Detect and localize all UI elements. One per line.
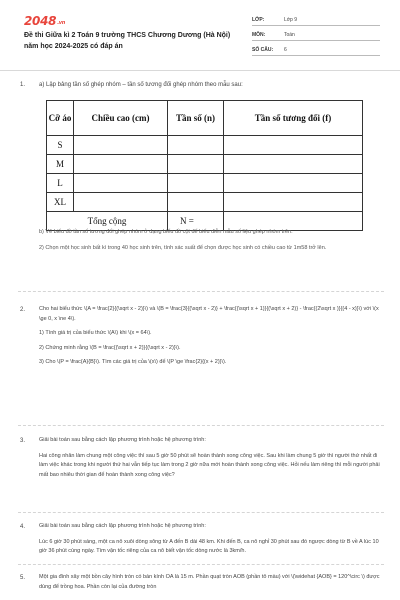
table-cell [168, 155, 224, 174]
logo-suffix: .vn [57, 20, 66, 26]
question-separator [18, 564, 384, 565]
question-4 [20, 522, 382, 557]
table-header-relative-frequency: Tần số tương đối (f) [224, 101, 363, 136]
table-row [47, 174, 363, 193]
question-2 [20, 305, 382, 368]
table-header-row [47, 101, 363, 136]
table-cell [74, 155, 168, 174]
question-3-body: Hai công nhân làm chung một công việc thì sau 5 giờ 50 phút sẽ hoàn thành xong công việc. Sau khi làm chung 5 giờ thì người thứ nhất đi làm việc khác trong khi người thứ hai vẫn tiếp tục làm trong 2 giờ nữa mới hoàn thành xong công việc. Hỏi nếu làm riêng thì mỗi người phải mất bao nhiêu thời gian để hoàn thành xong công việc? [39, 452, 380, 478]
table-header-height: Chiều cao (cm) [74, 101, 168, 136]
meta-subject-value: Toán [284, 32, 295, 38]
question-number: 5. [20, 575, 26, 581]
table-cell [168, 136, 224, 155]
question-separator [18, 512, 384, 513]
site-logo[interactable]: 2048.vn [24, 14, 66, 28]
question-4-body: Lúc 6 giờ 30 phút sáng, một ca nô xuôi dòng sông từ A đến B dài 48 km. Khi đến B, ca nô nghỉ 30 phút sau đó ngược dòng từ B về A lúc 10 giờ 36 phút cùng ngày. Tìm vận tốc riêng của ca nô biết vận tốc dòng nước là 3km/h. [39, 538, 379, 554]
question-number: 3. [20, 438, 26, 444]
table-cell [224, 193, 363, 212]
question-1b [39, 228, 400, 253]
question-number: 4. [20, 524, 26, 530]
question-4-title: Giải bài toán sau bằng cách lập phương trình hoặc hệ phương trình: [39, 523, 206, 529]
table-cell [74, 193, 168, 212]
question-number: 2. [20, 307, 26, 313]
meta-class-label: LỚP: [252, 17, 265, 23]
meta-count-value: 6 [284, 47, 287, 53]
question-2-part-1: 1) Tính giá trị của biểu thức \(A\) khi \(x = 64\). [39, 330, 152, 336]
meta-class-value: Lớp 9 [284, 17, 298, 23]
document-title: Đề thi Giữa kì 2 Toán 9 trường THCS Chương Dương (Hà Nội) năm học 2024-2025 có đáp án [24, 32, 231, 50]
question-number: 1. [20, 82, 26, 88]
table-total-label: Tổng cộng [47, 212, 168, 231]
header-divider [0, 70, 400, 71]
table-cell-size: S [47, 136, 74, 155]
table-cell [168, 193, 224, 212]
question-separator [18, 291, 384, 292]
table-cell [74, 174, 168, 193]
question-1a-text: a) Lập bảng tần số ghép nhóm – tần số tương đối ghép nhóm theo mẫu sau: [39, 82, 243, 88]
question-2-part-2: 2) Chứng minh rằng \(B = \frac{(\sqrt x + 2)}{(\sqrt x - 2)}\). [39, 344, 181, 351]
table-cell-size: L [47, 174, 74, 193]
table-row [47, 193, 363, 212]
question-1b-text: b) Vẽ biểu đồ tần số tương đối ghép nhóm ở dạng biểu đồ cột để biểu diễn mẫu số liệu ghép nhóm trên. [39, 229, 293, 235]
frequency-table [46, 100, 363, 231]
table-cell-size: M [47, 155, 74, 174]
table-cell [168, 174, 224, 193]
meta-class [252, 14, 380, 26]
meta-question-count [252, 44, 380, 56]
table-cell [74, 136, 168, 155]
table-cell [224, 174, 363, 193]
table-row [47, 155, 363, 174]
table-header-size: Cỡ áo [47, 101, 74, 136]
meta-subject [252, 29, 380, 41]
table-cell [224, 136, 363, 155]
question-3 [20, 436, 382, 480]
table-row [47, 136, 363, 155]
question-1b2-text: 2) Chọn một học sinh bất kì trong 40 học sinh trên, tính xác suất để chọn được học sinh có chiều cao từ 1m58 trở lên. [39, 244, 327, 251]
question-2-part-3: 3) Cho \(P = \frac{A}{B}\). Tìm các giá trị của \(x\) để \(P \ge \frac{2}{(x + 2)}\). [39, 359, 227, 365]
question-separator [18, 425, 384, 426]
meta-subject-label: MÔN: [252, 32, 266, 38]
meta-count-label: SỐ CÂU: [252, 47, 274, 53]
table-total-value: N = [168, 212, 224, 231]
table-cell [224, 155, 363, 174]
question-1 [20, 80, 382, 90]
question-5 [20, 573, 382, 592]
question-3-title: Giải bài toán sau bằng cách lập phương trình hoặc hệ phương trình: [39, 437, 206, 443]
page-header [0, 0, 400, 62]
question-5-text: Một gia đình xây một bồn cây hình tròn có bán kính OA là 15 m. Phần quạt tròn AOB (phần tô màu) với \(\widehat {AOB} = 120^\circ \) được dùng để trồng hoa. Phần còn lại của đường tròn [39, 574, 380, 590]
table-header-frequency: Tần số (n) [168, 101, 224, 136]
table-cell-size: XL [47, 193, 74, 212]
question-2-text: Cho hai biểu thức \(A = \frac{2}{(\sqrt x - 2)}\) và \(B = \frac{3}{(\sqrt x - 2)} + \frac{(\sqrt x + 1)}{(\sqrt x + 2)} - \frac{(2\sqrt x )}{(4 - x)}\) với \(x \ge 0, x \ne 4\). [39, 306, 379, 322]
